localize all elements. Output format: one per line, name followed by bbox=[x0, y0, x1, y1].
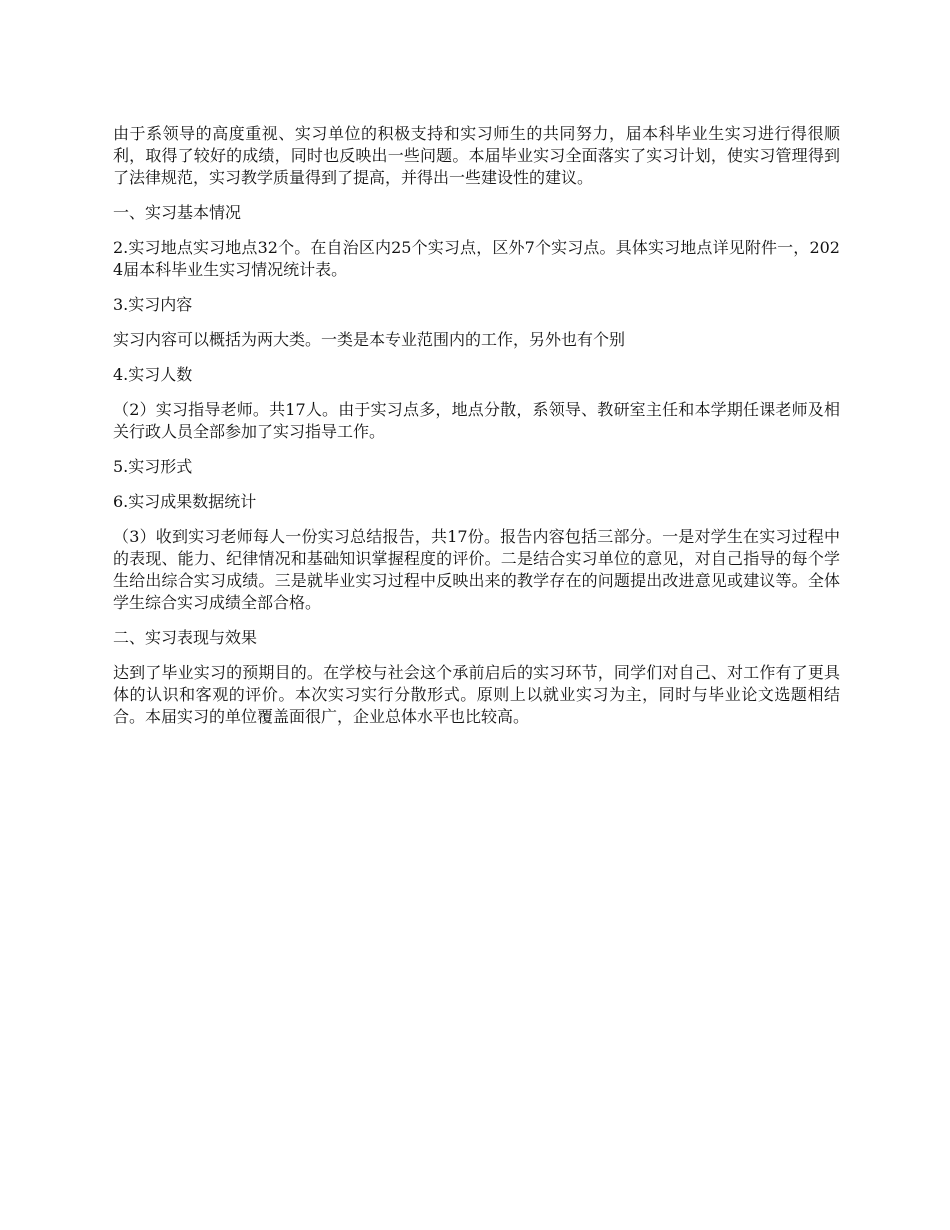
subheading-internship-form: 5.实习形式 bbox=[113, 457, 193, 476]
paragraph-performance-effect: 达到了毕业实习的预期目的。在学校与社会这个承前启后的实习环节，同学们对自己、对工作有了更具体的认识和客观的评价。本次实习实行分散形式。原则上以就业实习为主，同时与毕业论文选题相结合。本届实习的单位覆盖面很广，企业总体水平也比较高。 bbox=[113, 663, 840, 726]
section-heading-basic-situation: 一、实习基本情况 bbox=[113, 203, 242, 222]
section-heading-performance-effect: 二、实习表现与效果 bbox=[113, 628, 258, 647]
paragraph-summary-reports: （3）收到实习老师每人一份实习总结报告，共17份。报告内容包括三部分。一是对学生在实习过程中的表现、能力、纪律情况和基础知识掌握程度的评价。二是结合实习单位的意见，对自己指导的每个学生给出综合实习成绩。三是就毕业实习过程中反映出来的教学存在的问题提出改进意见或建议等。全体学生综合实习成绩全部合格。 bbox=[113, 527, 840, 612]
document-body bbox=[113, 123, 840, 741]
paragraph-internship-locations: 2.实习地点实习地点32个。在自治区内25个实习点，区外7个实习点。具体实习地点详见附件一，2024届本科毕业生实习情况统计表。 bbox=[113, 238, 840, 279]
subheading-internship-content: 3.实习内容 bbox=[113, 295, 193, 314]
subheading-results-statistics: 6.实习成果数据统计 bbox=[113, 492, 257, 511]
paragraph-instructors: （2）实习指导老师。共17人。由于实习点多，地点分散，系领导、教研室主任和本学期任课老师及相关行政人员全部参加了实习指导工作。 bbox=[113, 400, 840, 441]
intro-paragraph: 由于系领导的高度重视、实习单位的积极支持和实习师生的共同努力，届本科毕业生实习进行得很顺利，取得了较好的成绩，同时也反映出一些问题。本届毕业实习全面落实了实习计划，使实习管理得到了法律规范，实习教学质量得到了提高，并得出一些建设性的建议。 bbox=[113, 124, 840, 187]
subheading-internship-headcount: 4.实习人数 bbox=[113, 365, 193, 384]
paragraph-internship-content: 实习内容可以概括为两大类。一类是本专业范围内的工作，另外也有个别 bbox=[113, 330, 626, 349]
